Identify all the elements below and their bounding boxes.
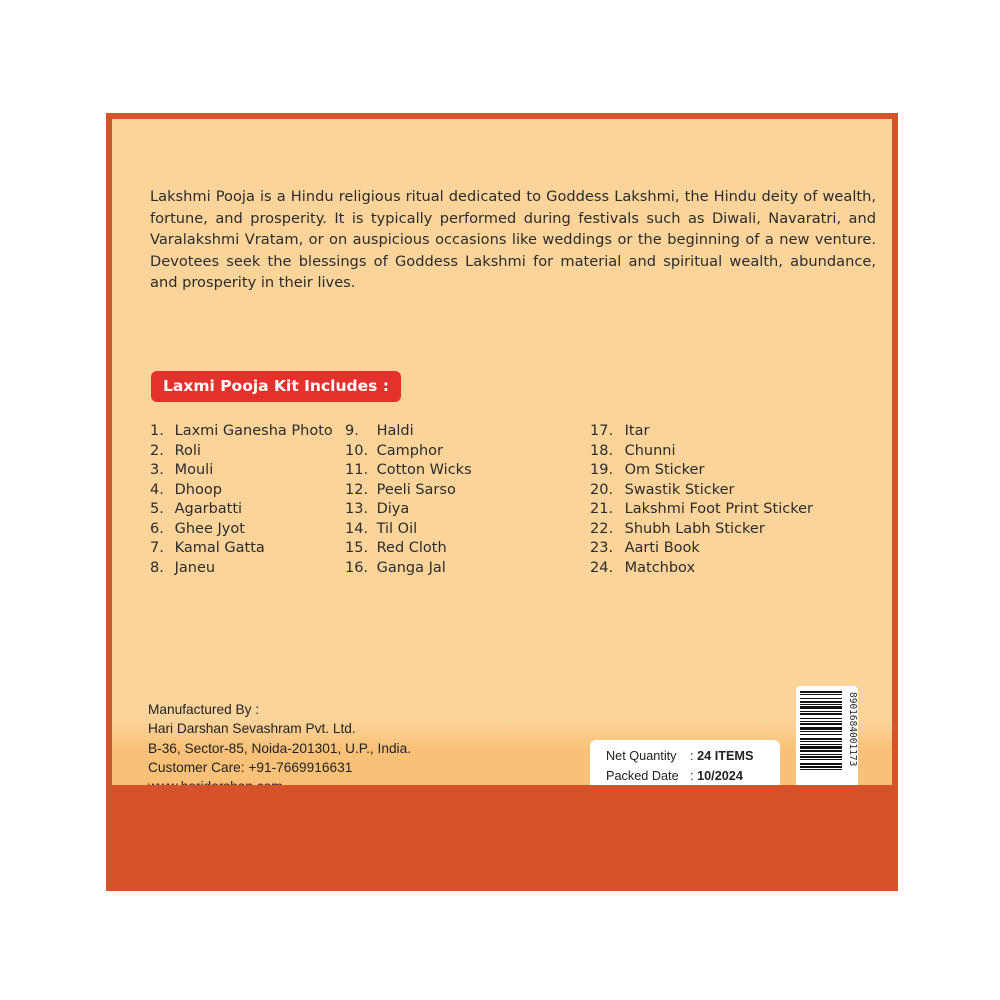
list-item: 24. Matchbox <box>590 559 696 576</box>
packed-date-label: Packed Date <box>606 769 679 783</box>
list-item: 21. Lakshmi Foot Print Sticker <box>590 501 813 517</box>
list-item: 3. Mouli <box>150 462 214 478</box>
list-item: 18. Chunni <box>590 442 676 459</box>
items-column-2 <box>345 422 472 578</box>
list-item: 4. Dhoop <box>150 481 222 498</box>
list-item: 10. Camphor <box>345 442 443 459</box>
bottom-band <box>112 785 892 835</box>
net-quantity-label: Net Quantity <box>606 749 677 763</box>
list-item: 11. Cotton Wicks <box>345 462 472 478</box>
manufacturer-company: Hari Darshan Sevashram Pvt. Ltd. <box>148 721 356 737</box>
list-item: 6. Ghee Jyot <box>150 520 245 537</box>
list-item: 7. Kamal Gatta <box>150 540 265 556</box>
net-quantity-value: 24 ITEMS <box>697 749 754 763</box>
list-item: 15. Red Cloth <box>345 540 447 556</box>
items-column-3 <box>590 422 813 578</box>
list-item: 8. Janeu <box>150 559 216 576</box>
list-item: 5. Agarbatti <box>150 501 243 517</box>
list-item: 2. Roli <box>150 442 201 459</box>
list-item: 16. Ganga Jal <box>345 559 446 576</box>
list-item: 12. Peeli Sarso <box>345 481 456 498</box>
list-item: 13. Diya <box>345 501 410 517</box>
manufacturer-label: Manufactured By : <box>148 702 260 717</box>
list-item: 22. Shubh Labh Sticker <box>590 520 765 537</box>
list-item: 9. Haldi <box>345 423 414 439</box>
list-item: 1. Laxmi Ganesha Photo <box>150 423 333 439</box>
product-description: Lakshmi Pooja is a Hindu religious ritual dedicated to Goddess Lakshmi, the Hindu deity of wealth, fortune, and prosperity. It is typically performed during festivals such as Diwali, Navaratri, and Varalakshmi Vratam, or on auspicious occasions like weddings or the beginning of a new venture. Devotees seek the blessings of Goddess Lakshmi for material and spiritual wealth, abundance, and prosperity in their lives. <box>150 188 876 291</box>
list-item: 17. Itar <box>590 423 650 439</box>
kit-includes-heading: Laxmi Pooja Kit Includes : <box>151 371 401 402</box>
list-item: 14. Til Oil <box>345 520 418 537</box>
barcode-digits: 8901684001173 <box>847 692 858 767</box>
content-panel <box>112 119 892 835</box>
list-item: 20. Swastik Sticker <box>590 481 735 498</box>
manufacturer-address: B-36, Sector-85, Noida-201301, U.P., India. <box>148 740 412 756</box>
list-item: 19. Om Sticker <box>590 462 705 478</box>
items-column-1 <box>150 422 333 578</box>
packed-date-row: Packed Date : 10/2024 <box>606 769 743 783</box>
net-quantity-row: Net Quantity : 24 ITEMS <box>606 749 754 763</box>
package-back <box>106 113 898 891</box>
list-item: 23. Aarti Book <box>590 540 700 556</box>
packed-date-value: 10/2024 <box>697 769 743 783</box>
customer-care: Customer Care: +91-7669916631 <box>148 759 353 775</box>
